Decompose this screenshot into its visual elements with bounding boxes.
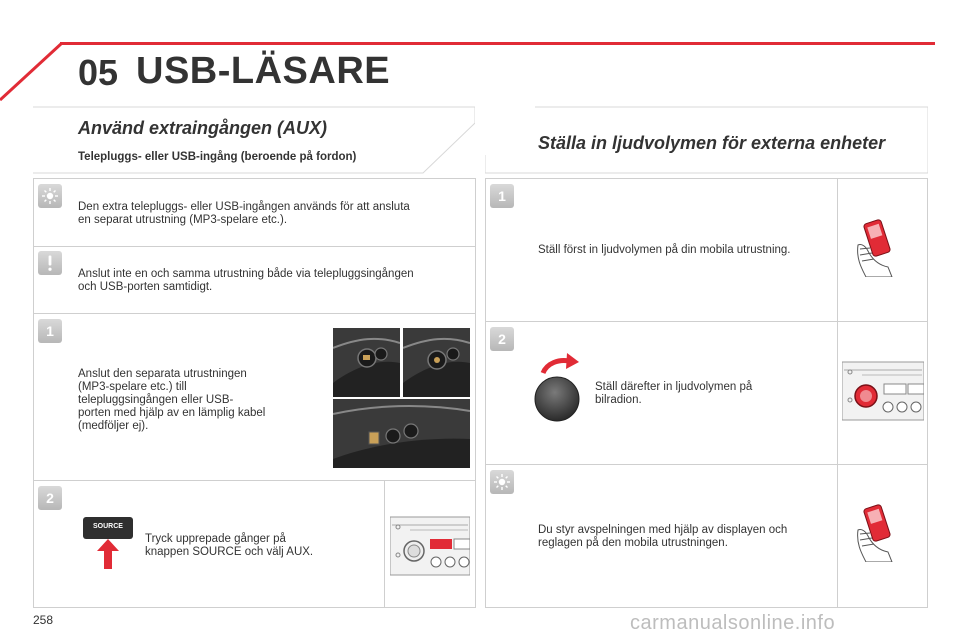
light-bulb-icon	[38, 184, 62, 208]
right-info-text	[538, 524, 787, 550]
header-rule	[60, 42, 935, 45]
step-number: 2	[498, 331, 506, 347]
text-line: knappen SOURCE och välj AUX.	[145, 546, 314, 558]
arrow-up-icon	[97, 539, 119, 569]
text-line: (MP3-spelare etc.) till	[78, 381, 187, 393]
car-radio-illustration	[390, 515, 470, 577]
text-line: en separat utrustning (MP3-spelare etc.).	[78, 214, 288, 226]
text-line: Du styr avspelningen med hjälp av displayen och	[538, 524, 788, 536]
info-badge	[490, 470, 514, 494]
right-step-2-text	[595, 381, 752, 407]
page-number: 258	[33, 613, 54, 627]
text-line: Den extra telepluggs- eller USB-ingången används för att ansluta	[78, 201, 410, 213]
right-step-1-text: Ställ först in ljudvolymen på din mobila utrustning.	[538, 244, 791, 256]
step-2-text	[145, 533, 313, 559]
info-text	[78, 201, 410, 227]
step-1-badge	[38, 319, 62, 343]
source-button-label: SOURCE	[93, 523, 123, 530]
page-title: USB-LÄSARE	[136, 50, 391, 92]
left-section-title: Använd extraingången (AUX)	[78, 118, 328, 138]
warning-badge	[38, 251, 62, 275]
text-line: bilradion.	[595, 394, 642, 406]
divider	[33, 480, 476, 481]
text-line: telepluggsingången eller USB-	[78, 394, 234, 406]
text-line: Ställ därefter in ljudvolymen på	[595, 381, 753, 393]
text-line: reglagen på den mobila utrustningen.	[538, 537, 728, 549]
divider	[384, 480, 385, 608]
step-number: 1	[46, 323, 54, 339]
watermark: carmanualsonline.info	[630, 612, 836, 634]
warning-text	[78, 268, 414, 294]
light-bulb-icon	[490, 470, 514, 494]
rotate-arrow-icon	[566, 353, 579, 369]
step-1-badge	[490, 184, 514, 208]
volume-knob-illustration	[533, 351, 581, 423]
step-1-text	[78, 368, 265, 433]
text-line: (medföljer ej).	[78, 420, 149, 432]
text-line: porten med hjälp av en lämplig kabel	[78, 407, 266, 419]
divider	[837, 178, 838, 608]
chapter-number: 05	[78, 52, 119, 93]
divider	[33, 313, 476, 314]
mobile-device-in-hand-icon	[852, 500, 902, 562]
header-corner-decoration	[0, 0, 70, 110]
source-button	[83, 517, 133, 539]
divider	[485, 464, 928, 465]
left-section-header-panel	[33, 105, 475, 175]
text-line: Anslut inte en och samma utrustning både via telepluggsingången	[78, 268, 414, 280]
step-2-badge	[490, 327, 514, 351]
console-ports-photo	[333, 399, 470, 468]
mobile-device-in-hand-icon	[852, 215, 902, 277]
right-section-title: Ställa in ljudvolymen för externa enheter	[538, 133, 886, 153]
jack-socket-photo	[403, 328, 470, 397]
car-radio-illustration	[842, 360, 924, 422]
step-2-badge	[38, 486, 62, 510]
step-number: 2	[46, 490, 54, 506]
text-line: och USB-porten samtidigt.	[78, 281, 213, 293]
info-badge	[38, 184, 62, 208]
divider	[485, 321, 928, 322]
exclamation-icon	[38, 251, 62, 275]
text-line: Tryck upprepade gånger på	[145, 533, 286, 545]
usb-port-photo	[333, 328, 400, 397]
step-number: 1	[498, 188, 506, 204]
left-section-subtitle: Telepluggs- eller USB-ingång (beroende på fordon)	[78, 151, 357, 163]
divider	[33, 246, 476, 247]
text-line: Anslut den separata utrustningen	[78, 368, 247, 380]
